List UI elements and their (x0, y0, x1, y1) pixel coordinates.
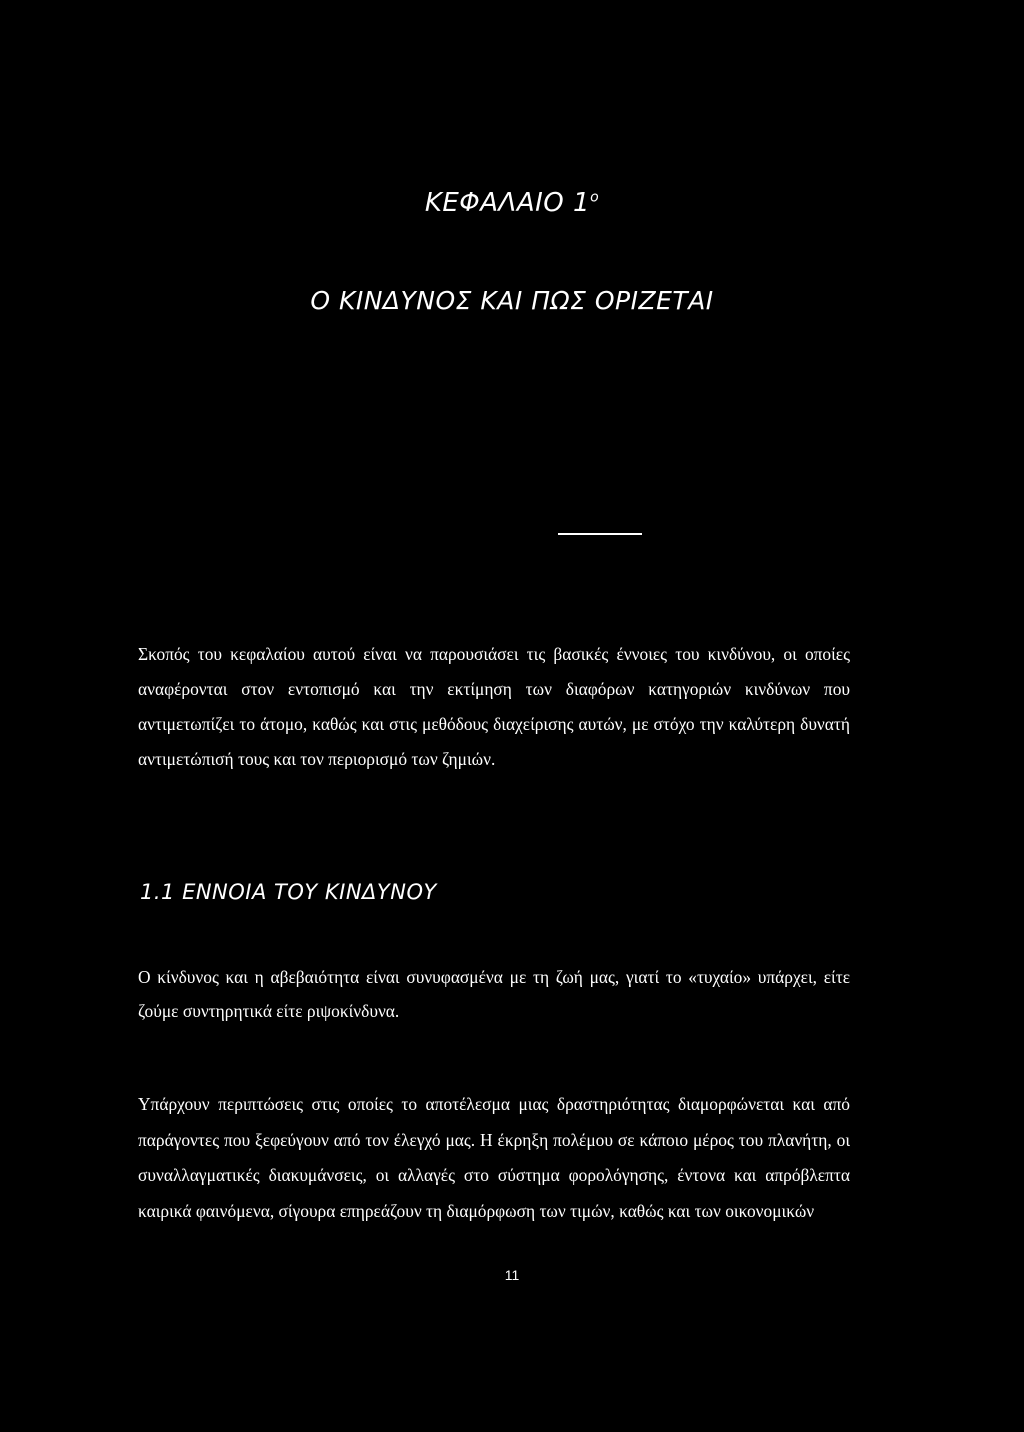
intro-paragraph: Σκοπός του κεφαλαίου αυτού είναι να παρουσιάσει τις βασικές έννοιες του κινδύνου, οι οποίες αναφέρονται στον εντοπισμό και την εκτίμηση των διαφόρων κατηγοριών κινδύνων που αντιμετωπίζει το άτομο, καθώς και στις μεθόδους διαχείρισης αυτών, με στόχο την καλύτερη δυνατή αντιμετώπισή τους και τον περιορισμό των ζημιών. (138, 644, 850, 769)
chapter-label-text: ΚΕΦΑΛΑΙΟ 1 (424, 188, 591, 218)
chapter-title: Ο ΚΙΝΔΥΝΟΣ ΚΑΙ ΠΩΣ ΟΡΙΖΕΤΑΙ (310, 286, 714, 315)
page-number: 11 (504, 1267, 520, 1283)
chapter-label (0, 188, 1024, 218)
chapter-label-superscript: ο (590, 189, 600, 206)
section-heading: 1.1 ΕΝΝΟΙΑ ΤΟΥ ΚΙΝΔΥΝΟΥ (140, 880, 437, 904)
divider-line (558, 533, 642, 535)
section-paragraph-1: Ο κίνδυνος και η αβεβαιότητα είναι συνυφασμένα με τη ζωή μας, γιατί το «τυχαίο» υπάρχει, είτε ζούμε συντηρητικά είτε ριψοκίνδυνα. (138, 967, 850, 1021)
section-paragraph-2: Υπάρχουν περιπτώσεις στις οποίες το αποτέλεσμα μιας δραστηριότητας διαμορφώνεται και από παράγοντες που ξεφεύγουν από τον έλεγχό μας. Η έκρηξη πολέμου σε κάποιο μέρος του πλανήτη, οι συναλλαγματικές διακυμάνσεις, οι αλλαγές στο σύστημα φορολόγησης, έντονα και απρόβλεπτα καιρικά φαινόμενα, σίγουρα επηρεάζουν τη διαμόρφωση των τιμών, καθώς και των οικονομικών (138, 1094, 850, 1221)
